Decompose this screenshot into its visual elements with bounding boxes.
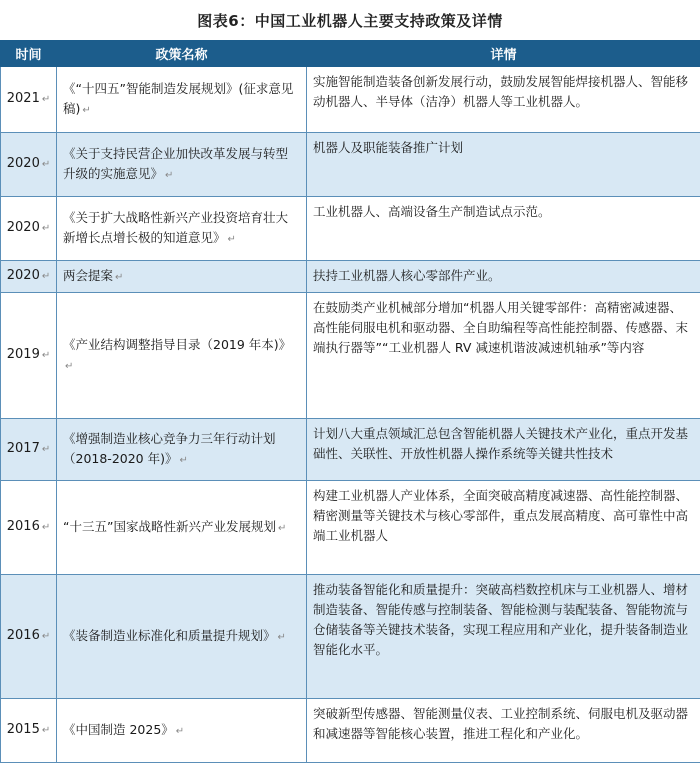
return-mark: ↵ xyxy=(41,350,51,361)
cell-year: 2020 ↵ xyxy=(1,261,57,293)
cell-policy-name: 《关于扩大战略性新兴产业投资培育壮大新增长点增长极的知道意见》 ↵ xyxy=(57,197,307,261)
cell-year: 2016 ↵ xyxy=(1,481,57,575)
return-mark: ↵ xyxy=(41,444,51,455)
return-mark: ↵ xyxy=(115,271,124,283)
return-mark: ↵ xyxy=(277,631,286,643)
policy-table xyxy=(0,40,700,763)
header-detail: 详情 xyxy=(307,41,700,67)
return-mark: ↵ xyxy=(179,454,188,466)
table-row xyxy=(1,575,700,699)
cell-detail: 机器人及职能装备推广计划 xyxy=(307,133,700,197)
return-mark: ↵ xyxy=(277,522,287,534)
cell-policy-name: 两会提案 ↵ xyxy=(57,261,307,293)
table-row xyxy=(1,197,700,261)
table-row xyxy=(1,419,700,481)
cell-policy-name: 《关于支持民营企业加快改革发展与转型升级的实施意见》 ↵ xyxy=(57,133,307,197)
cell-detail: 构建工业机器人产业体系，全面突破高精度减速器、高性能控制器、精密测量等关键技术与核心零部件，重点发展高精度、高可靠性中高端工业机器人 xyxy=(307,481,700,575)
cell-year: 2021 ↵ xyxy=(1,67,57,133)
table-row xyxy=(1,293,700,419)
return-mark: ↵ xyxy=(65,360,74,372)
table-title: 图表6：中国工业机器人主要支持政策及详情 xyxy=(197,12,503,30)
return-mark: ↵ xyxy=(165,169,174,181)
cell-detail: 实施智能制造装备创新发展行动，鼓励发展智能焊接机器人、智能移动机器人、半导体（洁净）机器人等工业机器人。 xyxy=(307,67,700,133)
return-mark: ↵ xyxy=(41,159,51,170)
header-year: 时间 xyxy=(1,41,57,67)
cell-policy-name: 《中国制造 2025》 ↵ xyxy=(57,699,307,763)
table-header xyxy=(1,41,700,67)
cell-year: 2016 ↵ xyxy=(1,575,57,699)
return-mark: ↵ xyxy=(41,631,51,642)
return-mark: ↵ xyxy=(41,725,51,736)
cell-policy-name: 《“十四五”智能制造发展规划》(征求意见稿) ↵ xyxy=(57,67,307,133)
cell-year: 2015 ↵ xyxy=(1,699,57,763)
cell-policy-name: 《增强制造业核心竞争力三年行动计划（2018-2020 年)》 ↵ xyxy=(57,419,307,481)
return-mark: ↵ xyxy=(82,104,91,116)
return-mark: ↵ xyxy=(41,94,51,105)
cell-year: 2020 ↵ xyxy=(1,197,57,261)
cell-year: 2017 ↵ xyxy=(1,419,57,481)
return-mark: ↵ xyxy=(41,271,51,282)
cell-policy-name: “十三五”国家战略性新兴产业发展规划 ↵ xyxy=(57,481,307,575)
cell-detail: 突破新型传感器、智能测量仪表、工业控制系统、伺服电机及驱动器和减速器等智能核心装置，推进工程化和产业化。 xyxy=(307,699,700,763)
cell-detail: 工业机器人、高端设备生产制造试点示范。 xyxy=(307,197,700,261)
cell-detail: 扶持工业机器人核心零部件产业。 xyxy=(307,261,700,293)
table-row xyxy=(1,67,700,133)
return-mark: ↵ xyxy=(227,233,236,245)
table-body xyxy=(1,67,700,763)
return-mark: ↵ xyxy=(41,522,51,533)
cell-detail: 推动装备智能化和质量提升：突破高档数控机床与工业机器人、增材制造装备、智能传感与控制装备、智能检测与装配装备、智能物流与仓储装备等关键技术装备，实现工程应用和产业化，提升装备制造业智能化水平。 xyxy=(307,575,700,699)
cell-year: 2020 ↵ xyxy=(1,133,57,197)
return-mark: ↵ xyxy=(175,725,185,737)
table-row xyxy=(1,133,700,197)
cell-policy-name: 《装备制造业标准化和质量提升规划》 ↵ xyxy=(57,575,307,699)
cell-detail: 计划八大重点领域汇总包含智能机器人关键技术产业化，重点开发基础性、关联性、开放性机器人操作系统等关键共性技术 xyxy=(307,419,700,481)
table-row xyxy=(1,481,700,575)
table-row xyxy=(1,261,700,293)
header-row xyxy=(1,41,700,67)
table-row xyxy=(1,699,700,763)
cell-year: 2019 ↵ xyxy=(1,293,57,419)
cell-detail: 在鼓励类产业机械部分增加“机器人用关键零部件：高精密减速器、高性能伺服电机和驱动器、全自助编程等高性能控制器、传感器、末端执行器等”“工业机器人 RV 减速机谐波减速机轴承”等内容 xyxy=(307,293,700,419)
cell-policy-name: 《产业结构调整指导目录（2019 年本)》↵ xyxy=(57,293,307,419)
header-policy-name: 政策名称 xyxy=(57,41,307,67)
return-mark: ↵ xyxy=(41,223,51,234)
